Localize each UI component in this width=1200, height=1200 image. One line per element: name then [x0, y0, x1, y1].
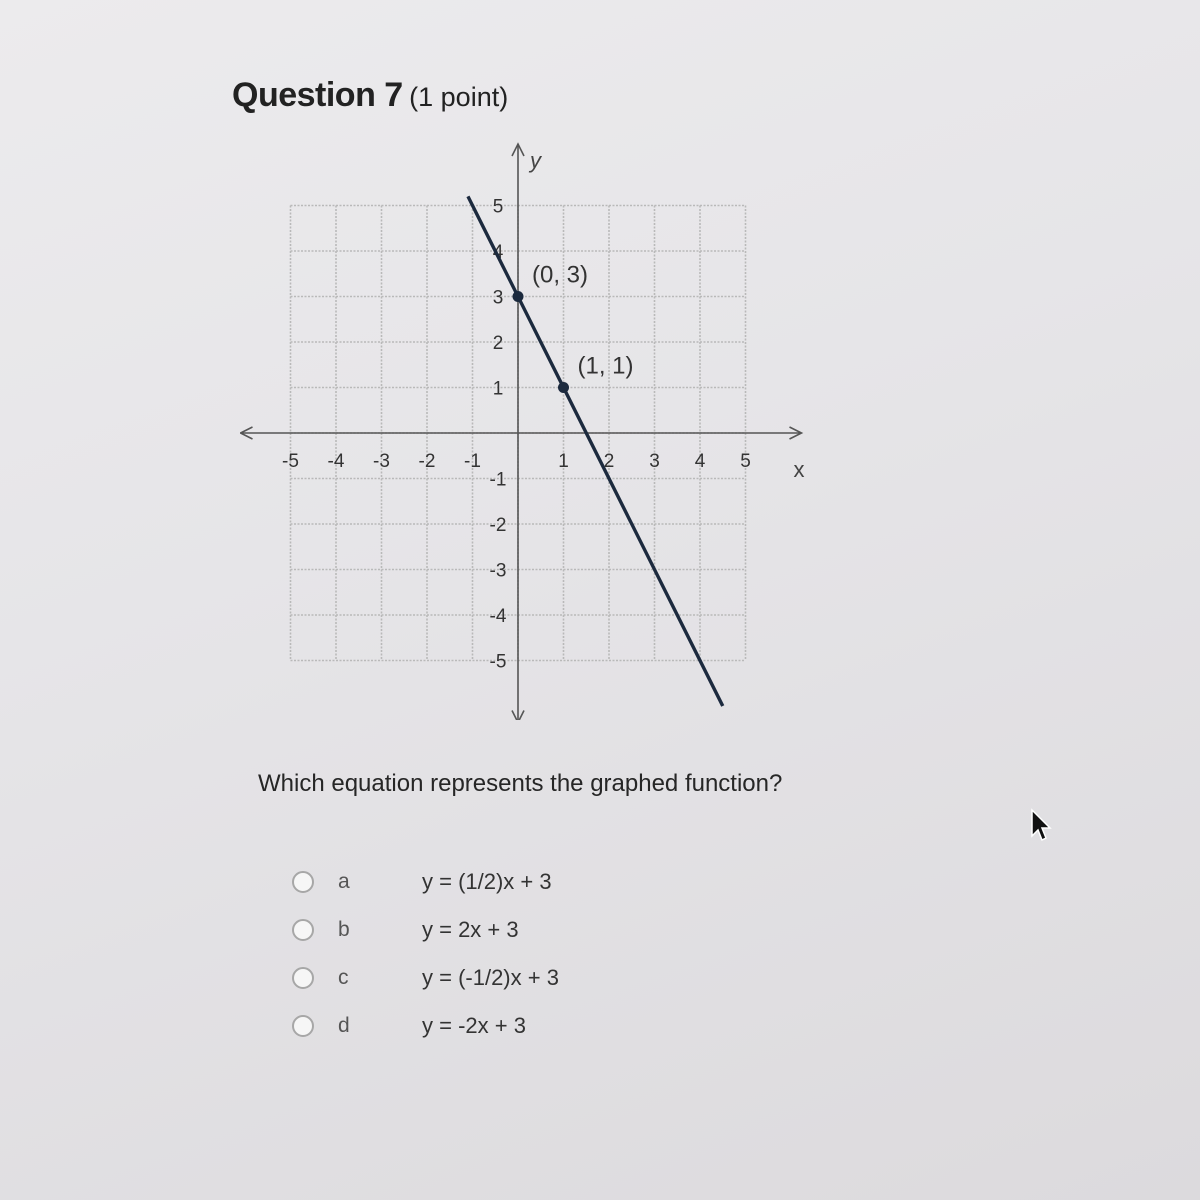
option-equation: y = -2x + 3	[422, 1013, 526, 1038]
y-tick-label: 5	[492, 196, 504, 218]
y-tick-label: -2	[489, 515, 507, 536]
option-equation: y = (1/2)x + 3	[422, 869, 552, 894]
answer-options	[292, 858, 559, 1050]
option-letter: d	[338, 1014, 350, 1037]
x-tick-label: 2	[603, 451, 615, 472]
option-a[interactable]	[292, 858, 552, 906]
graph-svg	[240, 130, 820, 720]
graph-points	[513, 262, 634, 394]
marked-point	[558, 382, 569, 393]
radio-button-c[interactable]	[292, 967, 314, 989]
function-graph	[240, 130, 820, 720]
y-tick-label: -3	[489, 560, 507, 582]
option-b[interactable]	[292, 906, 519, 954]
y-axis-label: y	[530, 148, 541, 173]
graph-axes	[241, 144, 802, 720]
x-tick-label: 5	[740, 451, 751, 472]
question-prompt: Which equation represents the graphed function?	[258, 770, 783, 797]
point-label: (0, 3)	[532, 261, 589, 289]
x-tick-label: -5	[282, 451, 299, 472]
graph-line-layer	[468, 196, 723, 706]
x-tick-label: 1	[558, 451, 569, 472]
question-points: (1 point)	[409, 82, 509, 112]
radio-button-d[interactable]	[292, 1015, 314, 1037]
option-c[interactable]	[292, 954, 559, 1002]
point-label: (1, 1)	[577, 352, 634, 380]
question-title: Question 7	[232, 76, 403, 114]
x-tick-label: -2	[418, 451, 436, 472]
y-tick-label: 3	[492, 287, 504, 309]
option-equation: y = 2x + 3	[422, 917, 519, 942]
x-tick-label: 3	[649, 451, 660, 472]
option-letter: c	[338, 966, 349, 989]
x-tick-label: -1	[464, 451, 481, 472]
option-letter: b	[338, 918, 350, 941]
marked-point	[513, 291, 524, 302]
y-tick-label: 1	[492, 378, 504, 400]
x-tick-label: -3	[373, 451, 390, 472]
y-tick-label: -1	[489, 469, 507, 491]
y-tick-label: 4	[492, 242, 504, 263]
question-header	[232, 76, 508, 115]
radio-button-b[interactable]	[292, 919, 314, 941]
option-letter: a	[338, 870, 350, 893]
graph-tick-labels	[282, 148, 804, 673]
x-tick-label: 4	[694, 451, 706, 472]
option-equation: y = (-1/2)x + 3	[422, 965, 559, 990]
radio-button-a[interactable]	[292, 871, 314, 893]
x-tick-label: -4	[327, 451, 345, 472]
y-tick-label: 2	[492, 333, 504, 354]
x-axis-label: x	[793, 457, 805, 482]
graphed-line	[468, 196, 723, 706]
y-tick-label: -5	[489, 651, 507, 673]
y-tick-label: -4	[489, 606, 507, 627]
mouse-pointer-icon	[1018, 806, 1058, 846]
option-d[interactable]	[292, 1002, 526, 1050]
